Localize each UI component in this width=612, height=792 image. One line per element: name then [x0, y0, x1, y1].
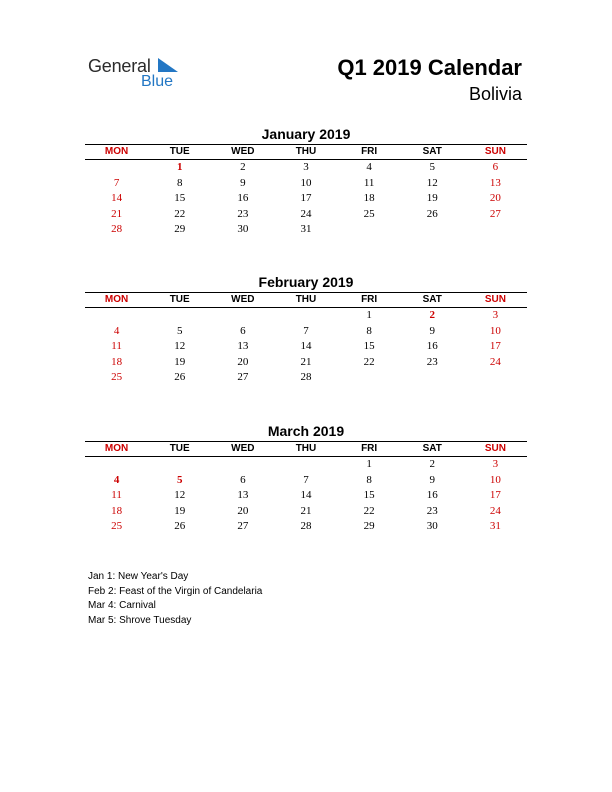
day-cell: 11: [111, 489, 122, 501]
day-cell: 21: [111, 207, 123, 220]
weekday-label: MON: [104, 146, 129, 157]
day-cell: 29: [174, 223, 186, 235]
day-cell: 10: [489, 473, 501, 486]
weekday-header: [85, 144, 527, 160]
day-cell: 25: [363, 207, 375, 220]
day-cell: 18: [111, 355, 123, 368]
day-cell: 12: [426, 176, 438, 189]
empty-day-cell: [211, 457, 274, 473]
day-cell: 28: [300, 371, 312, 383]
day-cell: 14: [300, 340, 312, 352]
day-cell: 21: [300, 504, 312, 517]
day-cell: 5: [176, 473, 183, 486]
week-row: [85, 222, 527, 238]
weekday-label: WED: [231, 443, 255, 454]
day-cell: 15: [363, 489, 375, 501]
day-cell: 8: [176, 176, 183, 189]
day-cell: 24: [489, 504, 501, 517]
month-title: January 2019: [261, 126, 351, 142]
weekday-label: THU: [295, 443, 317, 454]
week-row: [85, 370, 527, 386]
weekday-label: WED: [231, 146, 255, 157]
day-cell: 17: [489, 489, 501, 501]
day-cell: 2: [240, 161, 246, 173]
empty-day-cell: [274, 457, 337, 473]
day-cell: 15: [363, 340, 375, 352]
brand-word-blue: Blue: [141, 73, 174, 90]
week-row: [85, 457, 527, 473]
day-cell: 23: [426, 355, 438, 368]
month-block: [85, 274, 527, 386]
day-cell: 20: [237, 504, 249, 517]
day-cell: 18: [111, 504, 123, 517]
empty-day-cell: [464, 370, 527, 386]
day-cell: 15: [174, 192, 186, 204]
day-cell: 7: [303, 473, 309, 486]
day-cell: 25: [111, 371, 123, 383]
day-cell: 26: [174, 520, 186, 532]
weekday-label: THU: [295, 294, 317, 305]
weekday-label: SAT: [422, 443, 442, 454]
weekday-header: [85, 292, 527, 308]
day-cell: 16: [237, 192, 249, 204]
day-cell: 20: [237, 355, 249, 368]
day-cell: 22: [174, 207, 186, 220]
day-cell: 5: [429, 161, 436, 173]
day-cell: 28: [111, 223, 123, 235]
month-block: [85, 423, 527, 535]
holiday-item: Jan 1: New Year's Day: [88, 571, 189, 582]
week-row: [85, 488, 527, 504]
holiday-list: [88, 570, 262, 628]
day-cell: 8: [366, 473, 372, 486]
day-cell: 12: [174, 340, 186, 352]
week-row: [85, 207, 527, 223]
day-cell: 26: [426, 207, 438, 220]
day-cell: 19: [174, 355, 186, 368]
weekday-label: FRI: [361, 146, 378, 157]
empty-day-cell: [338, 370, 401, 386]
week-row: [85, 324, 527, 340]
day-cell: 4: [113, 324, 120, 337]
day-cell: 4: [113, 473, 120, 486]
month-title: March 2019: [267, 423, 345, 439]
brand-logo: [88, 56, 198, 96]
day-cell: 9: [240, 176, 246, 189]
day-cell: 19: [426, 192, 438, 204]
week-row: [85, 339, 527, 355]
weekday-label: SUN: [484, 146, 506, 157]
day-cell: 30: [426, 520, 438, 532]
day-cell: 31: [300, 223, 312, 235]
day-cell: 6: [240, 473, 246, 486]
week-row: [85, 191, 527, 207]
month-title: February 2019: [258, 274, 354, 290]
day-cell: 16: [426, 489, 438, 501]
empty-day-cell: [401, 370, 464, 386]
weekday-label: TUE: [169, 146, 190, 157]
day-cell: 1: [366, 458, 372, 470]
day-cell: 31: [489, 520, 501, 532]
day-cell: 30: [237, 223, 249, 235]
day-cell: 12: [174, 489, 186, 501]
day-cell: 13: [237, 489, 249, 501]
empty-day-cell: [85, 160, 148, 176]
week-row: [85, 308, 527, 324]
weekday-label: TUE: [169, 443, 190, 454]
day-cell: 21: [300, 355, 312, 368]
empty-day-cell: [401, 222, 464, 238]
day-cell: 4: [366, 161, 372, 173]
weekday-label: SUN: [484, 294, 506, 305]
week-row: [85, 176, 527, 192]
holiday-item: Mar 5: Shrove Tuesday: [88, 614, 192, 626]
weekday-label: MON: [104, 294, 129, 305]
day-cell: 14: [300, 489, 312, 501]
day-cell: 1: [366, 309, 372, 321]
weekday-label: THU: [295, 146, 317, 157]
empty-day-cell: [464, 222, 527, 238]
day-cell: 18: [363, 192, 375, 204]
empty-day-cell: [274, 308, 337, 324]
day-cell: 13: [237, 340, 249, 352]
day-cell: 10: [300, 176, 312, 189]
empty-day-cell: [148, 308, 211, 324]
day-cell: 23: [237, 207, 249, 220]
holiday-item: Feb 2: Feast of the Virgin of Candelaria: [88, 585, 263, 597]
day-cell: 13: [489, 176, 501, 189]
day-cell: 2: [429, 458, 436, 470]
day-cell: 26: [174, 371, 186, 383]
day-cell: 11: [111, 340, 122, 352]
day-cell: 9: [429, 473, 436, 486]
holiday-item: Mar 4: Carnival: [88, 600, 156, 611]
weekday-header: [85, 441, 527, 457]
day-cell: 28: [300, 520, 312, 532]
week-row: [85, 160, 527, 176]
weekday-label: FRI: [361, 294, 378, 305]
page-title: Q1 2019 Calendar: [337, 55, 522, 80]
empty-day-cell: [338, 222, 401, 238]
week-row: [85, 473, 527, 489]
week-row: [85, 519, 527, 535]
day-cell: 3: [492, 458, 499, 470]
weekday-label: SAT: [422, 146, 442, 157]
weekday-label: SAT: [422, 294, 442, 305]
day-cell: 14: [111, 192, 123, 204]
day-cell: 3: [303, 161, 309, 173]
day-cell: 20: [489, 192, 501, 204]
day-cell: 9: [429, 324, 436, 337]
day-cell: 24: [489, 355, 501, 368]
week-row: [85, 355, 527, 371]
weekday-label: FRI: [361, 443, 378, 454]
week-row: [85, 504, 527, 520]
day-cell: 8: [366, 324, 372, 337]
day-cell: 25: [111, 520, 123, 532]
day-cell: 17: [489, 340, 501, 352]
day-cell: 22: [363, 355, 375, 368]
day-cell: 11: [363, 176, 375, 189]
day-cell: 7: [303, 324, 309, 337]
country-name: Bolivia: [468, 84, 522, 104]
empty-day-cell: [85, 308, 148, 324]
day-cell: 6: [240, 324, 246, 337]
day-cell: 2: [429, 309, 436, 321]
day-cell: 16: [426, 340, 438, 352]
weekday-label: TUE: [169, 294, 190, 305]
empty-day-cell: [211, 308, 274, 324]
weekday-label: WED: [231, 294, 255, 305]
day-cell: 17: [300, 192, 312, 204]
weekday-label: MON: [104, 443, 129, 454]
empty-day-cell: [148, 457, 211, 473]
day-cell: 24: [300, 207, 312, 220]
day-cell: 3: [492, 309, 499, 321]
day-cell: 23: [426, 504, 438, 517]
flag-icon: [158, 58, 178, 72]
day-cell: 27: [237, 371, 249, 383]
day-cell: 29: [363, 520, 375, 532]
day-cell: 5: [176, 324, 183, 337]
day-cell: 10: [489, 324, 501, 337]
day-cell: 7: [113, 176, 120, 189]
day-cell: 19: [174, 504, 186, 517]
day-cell: 22: [363, 504, 375, 517]
day-cell: 27: [489, 207, 501, 220]
weekday-label: SUN: [484, 443, 506, 454]
day-cell: 27: [237, 520, 249, 532]
day-cell: 6: [492, 161, 499, 173]
month-block: [85, 126, 527, 238]
day-cell: 1: [176, 161, 183, 173]
brand-word-general: General: [88, 56, 151, 76]
empty-day-cell: [85, 457, 148, 473]
